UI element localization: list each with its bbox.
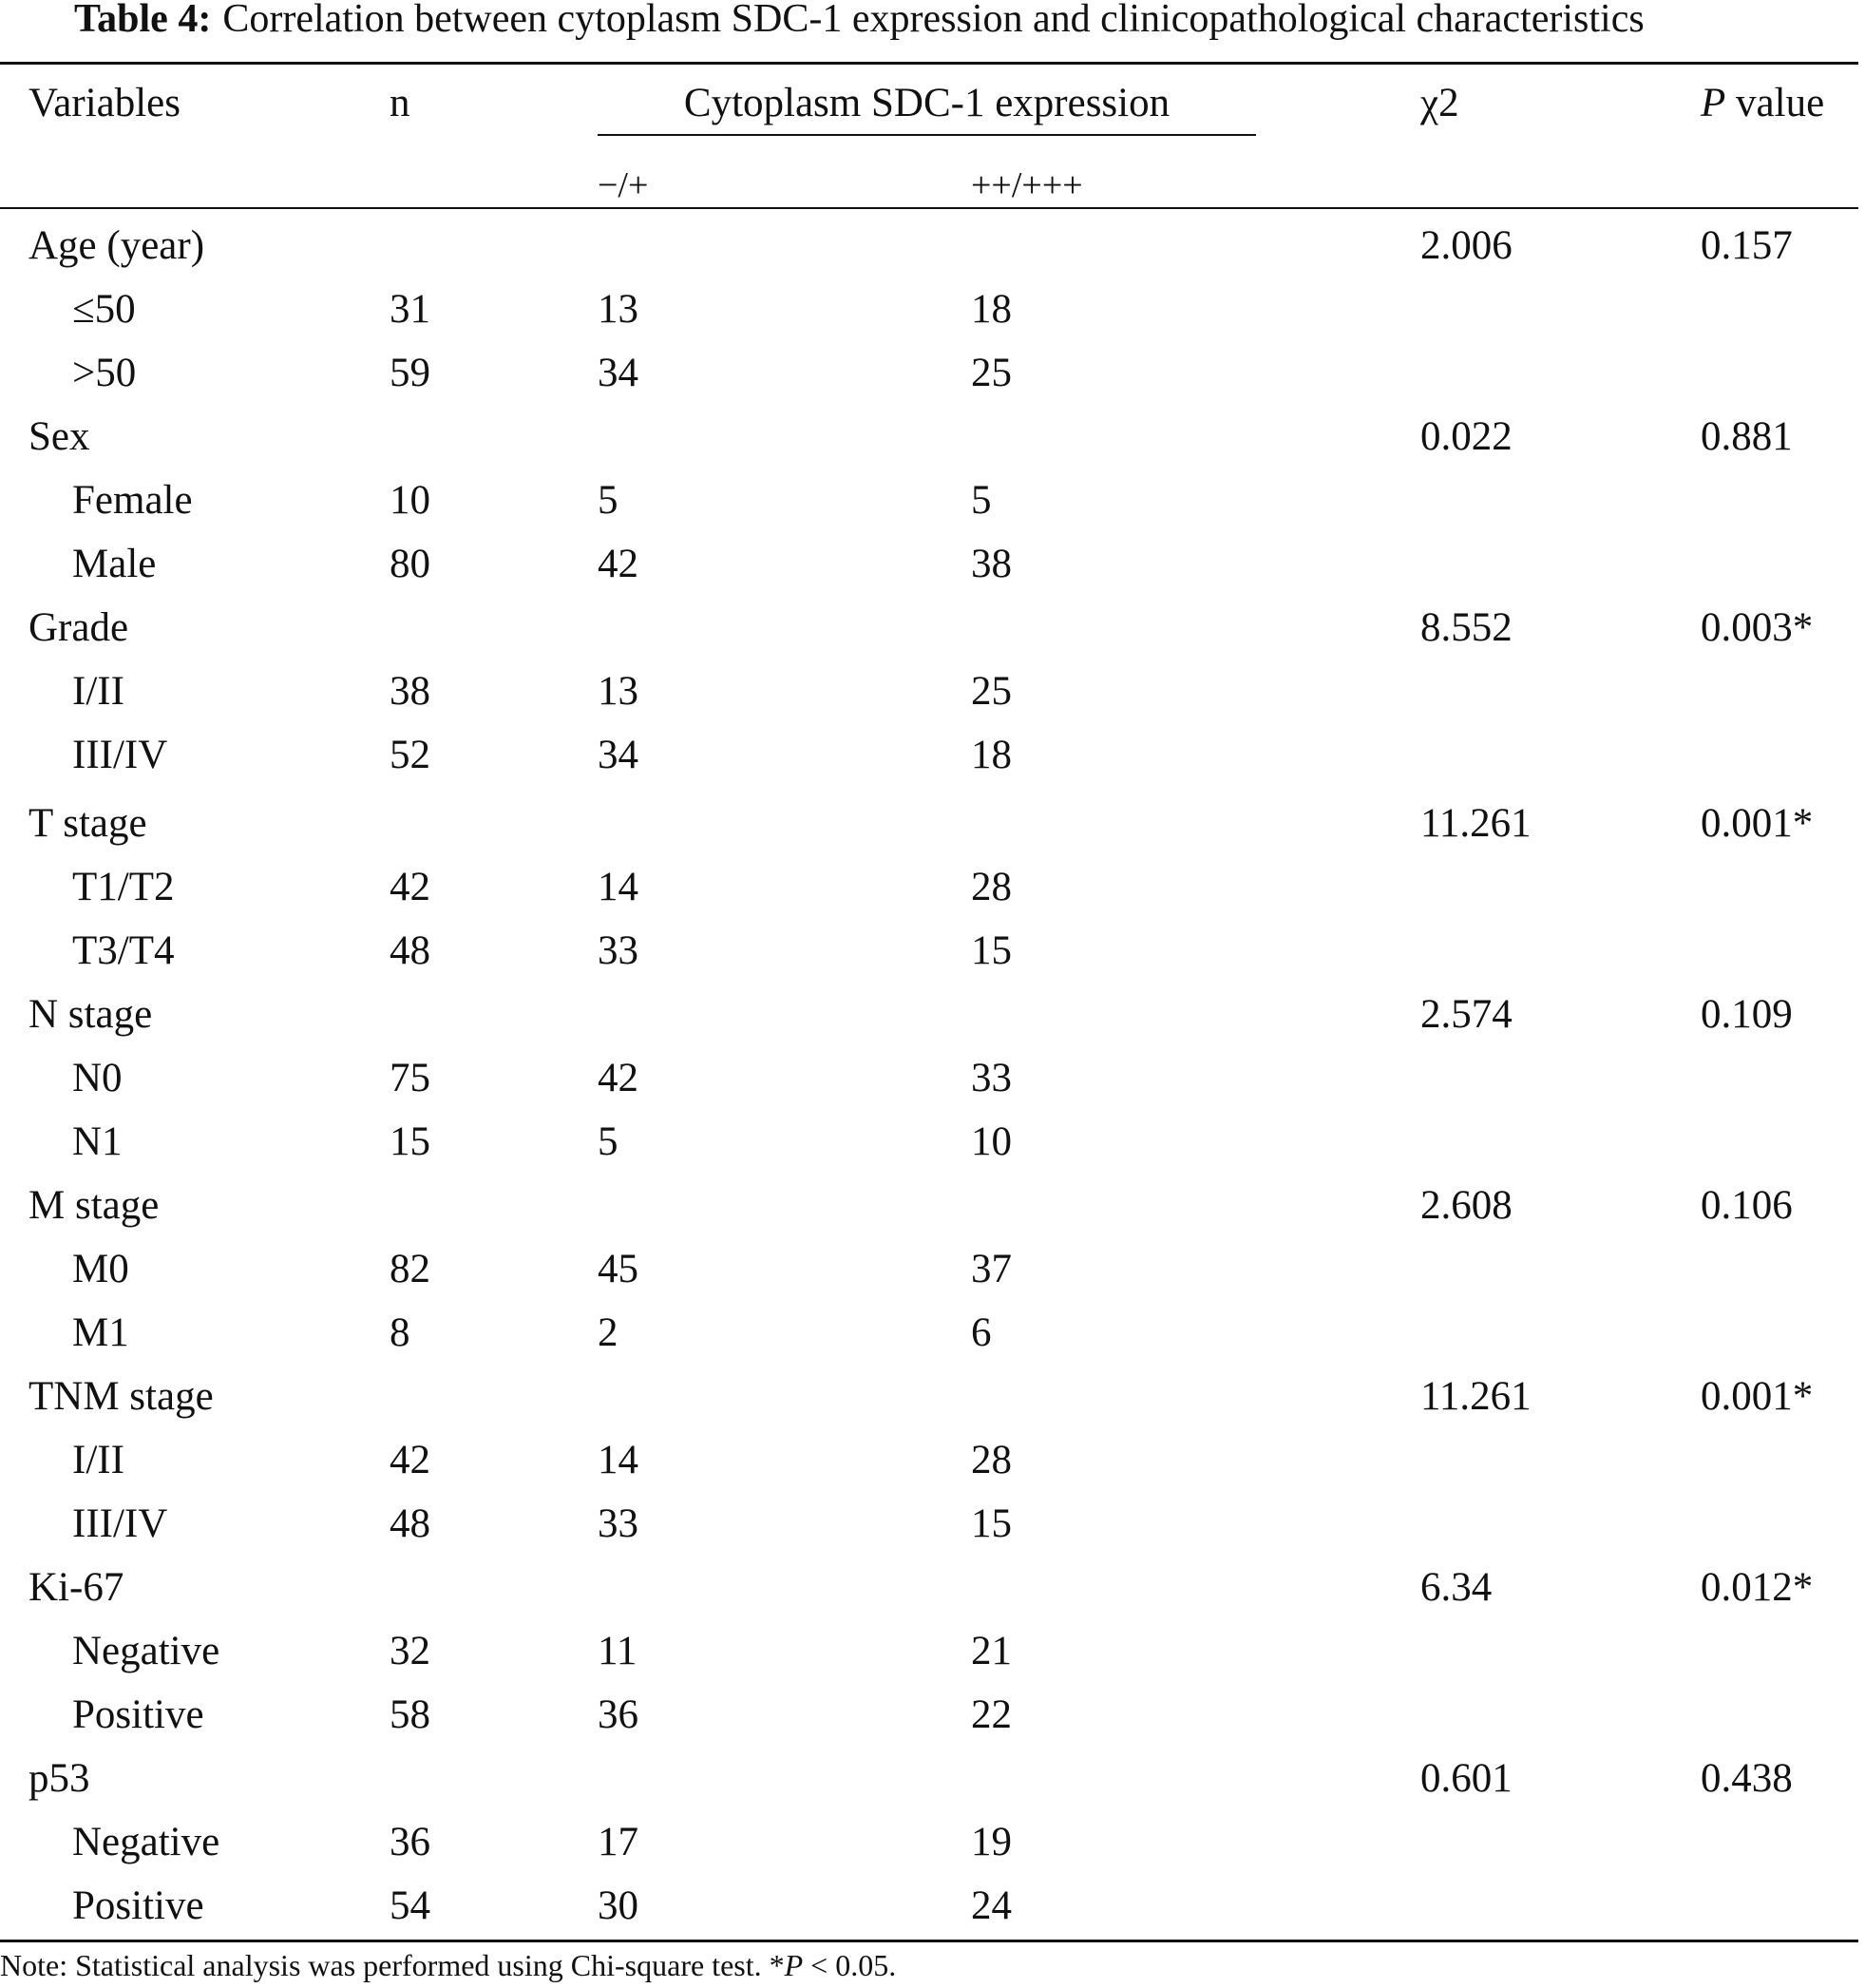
row-category: Negative [72, 1629, 220, 1673]
row-pos-strong: 18 [971, 287, 1012, 332]
header-variables: Variables [29, 81, 181, 125]
header-n: n [390, 81, 410, 125]
row-n: 10 [390, 478, 430, 523]
note-prefix: Note: Statistical analysis was performed using Chi-square test. * [0, 1948, 785, 1982]
group-chi-square: 6.34 [1420, 1565, 1493, 1610]
note-p-italic: P [784, 1948, 804, 1982]
expression-span-rule [598, 134, 1256, 136]
group-label: TNM stage [29, 1374, 214, 1419]
group-chi-square: 11.261 [1420, 1374, 1532, 1419]
row-n: 48 [390, 1501, 430, 1546]
header-neg-weak: −/+ [598, 165, 649, 205]
row-neg-weak: 14 [598, 1438, 638, 1482]
row-pos-strong: 25 [971, 351, 1012, 395]
row-category: ≤50 [72, 287, 136, 332]
group-p-value: 0.881 [1701, 414, 1793, 459]
row-category: Female [72, 478, 193, 523]
group-chi-square: 11.261 [1420, 801, 1532, 846]
table-note [0, 1946, 896, 1984]
row-category: >50 [72, 351, 137, 395]
row-n: 31 [390, 287, 430, 332]
header-rule [0, 207, 1858, 209]
group-chi-square: 8.552 [1420, 605, 1513, 650]
row-category: N1 [72, 1119, 123, 1164]
row-category: M0 [72, 1247, 129, 1291]
row-pos-strong: 15 [971, 1501, 1012, 1546]
group-chi-square: 2.574 [1420, 992, 1513, 1037]
table-caption [74, 0, 1832, 41]
row-neg-weak: 36 [598, 1692, 638, 1737]
group-p-value: 0.003* [1701, 605, 1814, 650]
row-n: 54 [390, 1883, 430, 1928]
row-pos-strong: 37 [971, 1247, 1012, 1291]
row-n: 32 [390, 1629, 430, 1673]
row-category: N0 [72, 1056, 123, 1100]
row-neg-weak: 33 [598, 928, 638, 973]
row-neg-weak: 30 [598, 1883, 638, 1928]
row-neg-weak: 34 [598, 733, 638, 777]
header-p-rest: value [1736, 81, 1825, 125]
group-chi-square: 0.022 [1420, 414, 1513, 459]
table-label: Table 4: [74, 0, 212, 41]
top-rule [0, 62, 1858, 65]
group-p-value: 0.106 [1701, 1183, 1793, 1228]
group-label: Sex [29, 414, 90, 459]
row-n: 15 [390, 1119, 430, 1164]
group-p-value: 0.001* [1701, 1374, 1814, 1419]
row-n: 36 [390, 1820, 430, 1864]
table-title: Correlation between cytoplasm SDC-1 expression and clinicopathological characteristics [222, 0, 1645, 41]
group-label: Age (year) [29, 223, 205, 268]
row-pos-strong: 6 [971, 1310, 992, 1355]
row-pos-strong: 24 [971, 1883, 1012, 1928]
bottom-rule [0, 1940, 1858, 1942]
row-category: I/II [72, 669, 124, 714]
row-pos-strong: 25 [971, 669, 1012, 714]
header-pos-strong: ++/+++ [971, 165, 1083, 205]
header-chi-square: χ2 [1420, 81, 1459, 125]
row-category: Positive [72, 1692, 204, 1737]
row-neg-weak: 14 [598, 865, 638, 909]
header-p-value [1701, 80, 1824, 127]
row-category: III/IV [72, 1501, 168, 1546]
row-n: 38 [390, 669, 430, 714]
group-p-value: 0.109 [1701, 992, 1793, 1037]
row-pos-strong: 10 [971, 1119, 1012, 1164]
row-neg-weak: 33 [598, 1501, 638, 1546]
header-expression: Cytoplasm SDC-1 expression [683, 81, 1170, 125]
row-neg-weak: 42 [598, 1056, 638, 1100]
header-p-italic: P [1701, 81, 1726, 125]
row-n: 42 [390, 865, 430, 909]
group-p-value: 0.001* [1701, 801, 1814, 846]
row-n: 82 [390, 1247, 430, 1291]
row-pos-strong: 28 [971, 865, 1012, 909]
row-category: I/II [72, 1438, 124, 1482]
row-neg-weak: 5 [598, 1119, 618, 1164]
group-chi-square: 2.006 [1420, 223, 1513, 268]
row-pos-strong: 19 [971, 1820, 1012, 1864]
group-label: N stage [29, 992, 153, 1037]
row-neg-weak: 13 [598, 669, 638, 714]
group-p-value: 0.438 [1701, 1756, 1793, 1801]
row-n: 80 [390, 542, 430, 586]
group-label: T stage [29, 801, 147, 846]
row-category: Positive [72, 1883, 204, 1928]
row-neg-weak: 2 [598, 1310, 618, 1355]
row-pos-strong: 33 [971, 1056, 1012, 1100]
row-category: T1/T2 [72, 865, 175, 909]
row-pos-strong: 21 [971, 1629, 1012, 1673]
row-neg-weak: 45 [598, 1247, 638, 1291]
row-neg-weak: 11 [598, 1629, 638, 1673]
note-suffix: < 0.05. [803, 1948, 897, 1982]
group-label: Grade [29, 605, 129, 650]
row-neg-weak: 13 [598, 287, 638, 332]
row-pos-strong: 28 [971, 1438, 1012, 1482]
group-chi-square: 0.601 [1420, 1756, 1513, 1801]
row-pos-strong: 15 [971, 928, 1012, 973]
row-pos-strong: 18 [971, 733, 1012, 777]
group-chi-square: 2.608 [1420, 1183, 1513, 1228]
group-label: M stage [29, 1183, 160, 1228]
row-pos-strong: 5 [971, 478, 992, 523]
row-n: 52 [390, 733, 430, 777]
row-category: T3/T4 [72, 928, 175, 973]
row-n: 59 [390, 351, 430, 395]
row-n: 58 [390, 1692, 430, 1737]
row-n: 48 [390, 928, 430, 973]
group-label: Ki-67 [29, 1565, 124, 1610]
row-neg-weak: 42 [598, 542, 638, 586]
row-category: Male [72, 542, 157, 586]
group-p-value: 0.012* [1701, 1565, 1814, 1610]
row-pos-strong: 38 [971, 542, 1012, 586]
row-neg-weak: 34 [598, 351, 638, 395]
group-p-value: 0.157 [1701, 223, 1793, 268]
row-category: Negative [72, 1820, 220, 1864]
row-category: III/IV [72, 733, 168, 777]
row-n: 42 [390, 1438, 430, 1482]
row-neg-weak: 5 [598, 478, 618, 523]
row-n: 75 [390, 1056, 430, 1100]
row-category: M1 [72, 1310, 129, 1355]
row-pos-strong: 22 [971, 1692, 1012, 1737]
group-label: p53 [29, 1756, 90, 1801]
row-neg-weak: 17 [598, 1820, 638, 1864]
row-n: 8 [390, 1310, 410, 1355]
